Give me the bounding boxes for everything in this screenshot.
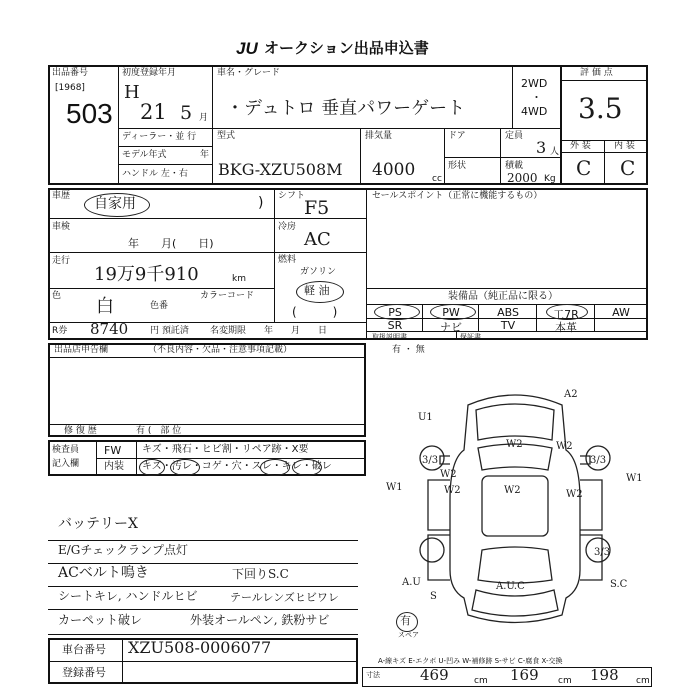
equip-pw: PW xyxy=(442,306,460,319)
spare-label: スペア xyxy=(398,631,419,639)
door-label: ドア xyxy=(448,131,466,141)
load-label: 積載 xyxy=(505,161,524,171)
lot-number: 503 xyxy=(66,98,113,129)
mark-au: A.U xyxy=(402,577,421,588)
form-title: オークション出品申込書 xyxy=(264,39,429,57)
interior-circle-4 xyxy=(292,459,322,476)
history-paren: ) xyxy=(258,195,264,211)
width-value: 169 xyxy=(510,666,539,684)
mark-u1: U1 xyxy=(418,412,433,423)
lot-sub: [1968] xyxy=(55,83,85,93)
recycle-value: 8740 xyxy=(90,320,129,338)
inspector-label-1: 検査員 xyxy=(52,445,80,455)
equip-ps-circle xyxy=(374,304,420,320)
interior-circle-2 xyxy=(170,459,200,476)
size-label: 寸法 xyxy=(366,671,380,679)
displacement-label: 排気量 xyxy=(365,131,393,141)
mark-w2-4: W2 xyxy=(566,489,583,500)
car-name-label: 車名・グレード xyxy=(217,68,281,78)
month-suffix: 月 xyxy=(199,113,209,123)
capacity-suffix: 人 xyxy=(550,147,560,157)
year-value: 21 xyxy=(140,100,167,124)
history-value: 自家用 xyxy=(94,196,136,212)
model-year-suffix: 年 xyxy=(200,150,210,160)
first-reg-label: 初度登録年月 xyxy=(122,68,177,78)
height-unit: cm xyxy=(636,676,650,686)
exterior-grade: C xyxy=(576,156,592,180)
mark-w2-5: W2 xyxy=(440,469,457,480)
note-3: ACベルト鳴き xyxy=(58,565,149,581)
handle-label: ハンドル 左・右 xyxy=(122,169,188,179)
recycle-suffix: 円 預託済 xyxy=(150,326,189,336)
mark-auc: A.U.C xyxy=(496,581,525,592)
equip-label: 装備品（純正品に限る） xyxy=(448,291,558,302)
inspector-fw-text: キズ・飛石・ヒビ割・リペア跡・X要 xyxy=(142,444,309,455)
spare-value: 有 xyxy=(400,614,411,627)
era-value: H xyxy=(124,82,140,103)
width-unit: cm xyxy=(558,676,572,686)
mark-w1-2: W1 xyxy=(626,473,643,484)
length-value: 469 xyxy=(420,666,449,684)
inspector-label-2: 記入欄 xyxy=(52,459,80,469)
shape-label: 形状 xyxy=(448,161,467,171)
cc-unit: cc xyxy=(432,174,442,184)
drive-2wd: 2WD xyxy=(521,77,548,90)
drive-dot: ・ xyxy=(531,91,542,104)
dealer-label: ディーラー・並 行 xyxy=(122,132,197,142)
mark-w2-1: W2 xyxy=(506,439,523,450)
equip-navi: ナビ xyxy=(440,321,462,334)
note-2: E/Gチェックランプ点灯 xyxy=(58,543,189,557)
mark-w2-6: W2 xyxy=(556,441,573,452)
note-right-2: テールレンズヒビワレ xyxy=(230,591,339,604)
fuel-petrol: ガソリン xyxy=(300,267,337,277)
remarks-hint: （不良内容・欠品・注意事項記載） xyxy=(148,345,293,355)
equip-aw: AW xyxy=(612,306,630,319)
mark-33-front-left: 3/3 xyxy=(422,455,439,466)
ju-logo: JU xyxy=(236,39,258,58)
chassis-value: XZU508-0006077 xyxy=(128,638,272,657)
interior-label: 内 装 xyxy=(614,141,635,151)
exterior-label: 外 装 xyxy=(570,141,591,151)
equip-aero: 工7R xyxy=(553,308,579,321)
shift-paren: ( ) xyxy=(292,305,338,319)
mark-33-rear: 3/3 xyxy=(594,547,611,558)
remarks-label: 出品店申告欄 xyxy=(54,345,109,355)
name-change-label: 名変期限 xyxy=(210,326,247,336)
model-year-label: モデル年式 xyxy=(122,150,167,160)
interior-circle-1 xyxy=(139,459,165,476)
inspector-fw: FW xyxy=(104,444,122,457)
name-change-text: 年 月 日 xyxy=(264,326,328,336)
shift-label: シフト xyxy=(278,191,306,201)
repair-value: 有 ( 部 位 xyxy=(136,426,182,436)
reg-label: 登録番号 xyxy=(62,666,106,679)
mark-a2: A2 xyxy=(564,389,578,400)
sales-point-label: セールスポイント（正常に機能するもの） xyxy=(372,191,543,201)
note-right-3: 外装オールペン, 鉄粉サビ xyxy=(190,613,330,627)
tool-value: 有 ・ 無 xyxy=(392,345,425,355)
equip-abs: ABS xyxy=(497,306,519,319)
shift-value: F5 xyxy=(304,197,330,219)
length-unit: cm xyxy=(474,676,488,686)
inspection-label: 車検 xyxy=(52,222,71,232)
fuel-label: 燃料 xyxy=(278,255,297,265)
mark-w2-2: W2 xyxy=(444,485,461,496)
car-name-value: ・デュトロ 垂直パワーゲート xyxy=(226,98,466,119)
note-right-1: 下回りS.C xyxy=(232,567,289,581)
equip-ps: PS xyxy=(388,306,402,319)
equip-aero-circle xyxy=(546,304,588,320)
height-value: 198 xyxy=(590,666,619,684)
inspector-interior: 内装 xyxy=(104,461,124,472)
interior-grade: C xyxy=(620,156,636,180)
chassis-label: 車台番号 xyxy=(62,643,106,656)
mark-sc: S.C xyxy=(610,579,628,590)
equip-sr: SR xyxy=(387,319,403,332)
ac-label: 冷房 xyxy=(278,222,297,232)
model-code: BKG-XZU508M xyxy=(218,160,343,179)
color-code-label: 色番 xyxy=(150,301,169,311)
type-label: 型式 xyxy=(217,131,236,141)
score-value: 3.5 xyxy=(578,92,623,125)
capacity-label: 定員 xyxy=(505,131,524,141)
km-unit: km xyxy=(232,274,246,284)
month-value: 5 xyxy=(180,102,193,124)
mileage-value: 19万9千910 xyxy=(94,264,199,285)
color-code2-label: カラーコード xyxy=(200,291,255,301)
note-5: カーペット破レ xyxy=(58,613,143,627)
drive-4wd: 4WD xyxy=(521,105,548,118)
mark-s: S xyxy=(430,591,437,602)
lot-label: 出品番号 xyxy=(52,68,89,78)
legend: A-線キズ E-エクボ U-凹み W-補修跡 S-サビ C-腐食 X-交換 xyxy=(378,657,563,665)
equip-tv: TV xyxy=(500,319,516,332)
inspector-interior-text: キズ・汚レ・コゲ・穴・スレ・キレ・破レ xyxy=(142,461,332,472)
color-label: 色 xyxy=(52,291,62,301)
tool-label: 取扱説明書 xyxy=(372,333,407,341)
displacement-value: 4000 xyxy=(372,160,416,180)
mark-33-front-right: 3/3 xyxy=(590,455,607,466)
recycle-label: R券 xyxy=(52,326,68,336)
load-value: 2000 xyxy=(507,171,538,185)
mileage-label: 走行 xyxy=(52,256,71,266)
note-4: シートキレ, ハンドルヒビ xyxy=(58,589,198,603)
warranty-label: 保証書 xyxy=(460,333,481,341)
color-value: 白 xyxy=(96,296,114,317)
capacity-value: 3 xyxy=(536,138,547,157)
equip-pw-circle xyxy=(430,304,476,320)
ac-value: AC xyxy=(304,229,331,250)
score-label: 評 価 点 xyxy=(580,68,613,78)
note-1: バッテリーX xyxy=(58,516,138,532)
history-label: 車歴 xyxy=(52,191,71,201)
mark-w2-3: W2 xyxy=(504,485,521,496)
inspection-text: 年 月( 日) xyxy=(128,237,214,250)
mark-w1-1: W1 xyxy=(386,482,403,493)
repair-label: 修 復 歴 xyxy=(64,426,97,436)
kg-unit: Kg xyxy=(544,174,556,184)
fuel-value: 軽 油 xyxy=(304,284,330,297)
interior-circle-3 xyxy=(260,459,290,476)
equip-leather: 本革 xyxy=(555,321,577,334)
